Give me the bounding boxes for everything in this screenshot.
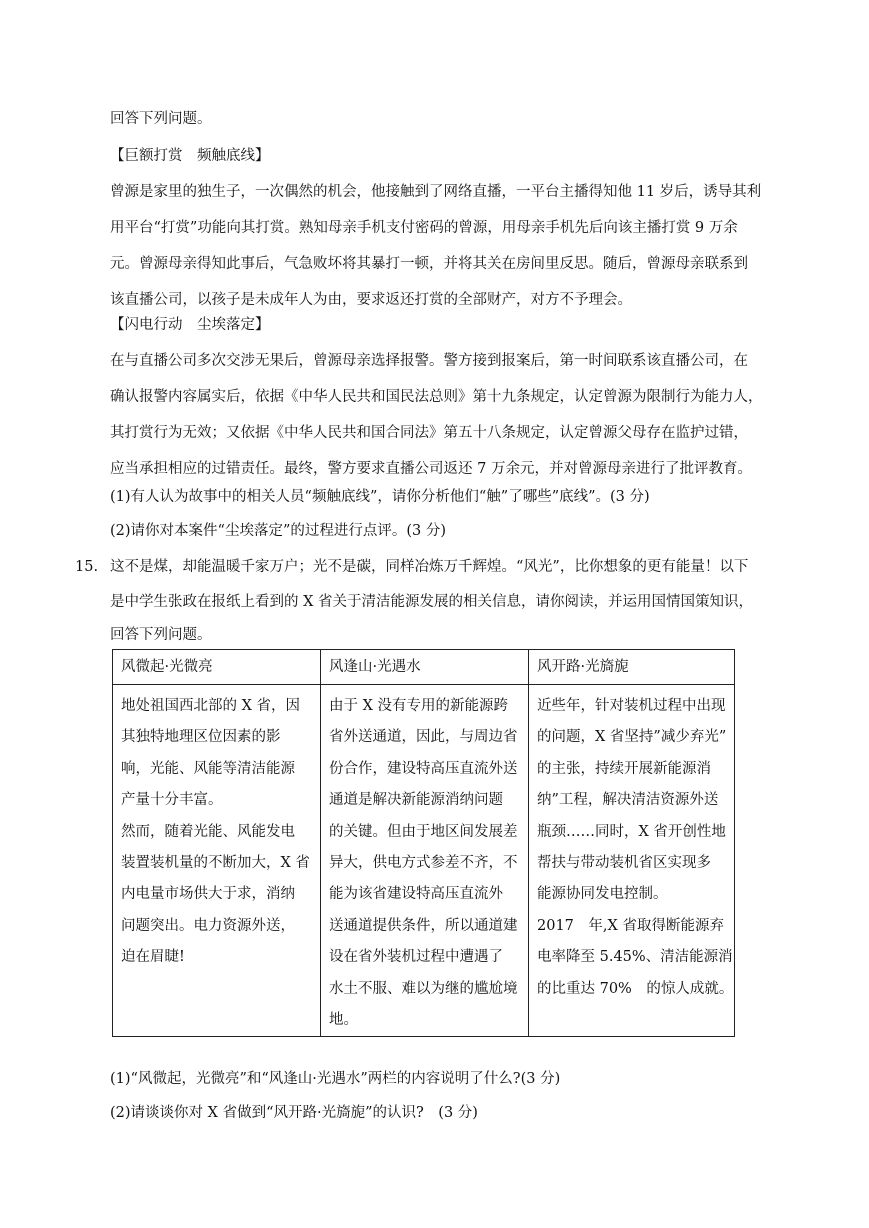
cell-line: 送通道提供条件，所以通道建 (329, 917, 518, 934)
cell-line: 由于 X 没有专用的新能源跨 (329, 698, 509, 714)
cell-line: 问题突出。电力资源外送， (121, 917, 295, 934)
paragraph-line: 该直播公司，以孩子是未成年人为由，要求返还打赏的全部财产，对方不予理会。 (110, 292, 632, 308)
cell-line: 通道是解决新能源消纳问题 (329, 792, 503, 809)
energy-info-table (112, 649, 735, 1037)
question-14-1: (1)有人认为故事中的相关人员“频触底线”，请你分析他们“触”了哪些”底线”。(3 分) (110, 489, 650, 505)
question-15-1: (1)“风微起，光微亮”和“风逢山·光遇水”两栏的内容说明了什么?(3 分) (110, 1071, 561, 1087)
paragraph-line: 应当承担相应的过错责任。最终，警方要求直播公司返还 7 万余元，并对曾源母亲进行了批评教育。 (110, 461, 752, 477)
cell-line: 帮扶与带动装机省区实现多 (537, 855, 711, 872)
cell-line: 然而，随着光能、风能发电 (121, 823, 295, 840)
question-15-2: (2)请谈谈你对 X 省做到“风开路·光旖旎”的认识? (3 分) (110, 1105, 478, 1121)
cell-line: 地。 (329, 1012, 358, 1029)
table-cell (321, 685, 529, 1037)
cell-line: 响，光能、风能等清洁能源 (121, 760, 295, 777)
cell-line: 份合作，建设特高压直流外送 (329, 760, 518, 777)
paragraph-line: 其打赏行为无效；又依据《中华人民共和国合同法》第五十八条规定，认定曾源父母存在监护过错， (110, 425, 748, 441)
cell-line: 电率降至 5.45%、清洁能源消 (537, 949, 733, 966)
cell-line: 的主张，持续开展新能源消 (537, 760, 711, 777)
table-row (113, 685, 735, 1037)
cell-line: 异大，供电方式参差不齐，不 (329, 855, 518, 872)
cell-line: 地处祖国西北部的 X 省，因 (121, 698, 301, 714)
paragraph-line: 用平台“打赏”功能向其打赏。熟知母亲手机支付密码的曾源，用母亲手机先后向该主播打赏 9 万余 (110, 220, 738, 236)
question-15-number: 15. (75, 559, 99, 575)
paragraph-line: 在与直播公司多次交涉无果后，曾源母亲选择报警。警方接到报案后，第一时间联系该直播公司，在 (110, 353, 748, 369)
cell-line: 瓶颈……同时，X 省开创性地 (537, 823, 726, 840)
cell-line: 迫在眉睫! (121, 949, 185, 966)
cell-line: 水土不服、难以为继的尴尬境 (329, 980, 518, 997)
cell-line: 的问题，X 省坚持”减少弃光” (537, 729, 727, 746)
paragraph-line: 是中学生张政在报纸上看到的 X 省关于清洁能源发展的相关信息，请你阅读，并运用国情国策知识， (110, 594, 754, 610)
table-header-cell: 风开路·光旖旎 (529, 650, 735, 685)
cell-line: 2017 年,X 省取得断能源弃 (537, 917, 724, 934)
cell-line: 省外送通道，因此，与周边省 (329, 729, 518, 746)
cell-line: 纳”工程，解决清洁资源外送 (537, 792, 719, 809)
question-14-2: (2)请你对本案件“尘埃落定”的过程进行点评。(3 分) (110, 523, 447, 539)
cell-line: 能为该省建设特高压直流外 (329, 886, 503, 903)
cell-line: 近些年，针对装机过程中出现 (537, 698, 726, 714)
cell-line: 的比重达 70% 的惊人成就。 (537, 980, 734, 997)
table-cell (529, 685, 735, 1037)
cell-line: 的关键。但由于地区间发展差 (329, 823, 518, 840)
cell-line: 能源协同发电控制。 (537, 886, 668, 903)
cell-line: 设在省外装机过程中遭遇了 (329, 949, 503, 966)
paragraph-line: 曾源是家里的独生子，一次偶然的机会，他接触到了网络直播，一平台主播得知他 11 岁后，诱导其利 (110, 184, 762, 200)
cell-line: 内电量市场供大于求，消纳 (121, 886, 295, 903)
paragraph-line: 这不是煤，却能温暖千家万户；光不是碳，同样冶炼万千辉煌。“风光”，比你想象的更有能量！以下 (110, 559, 749, 575)
paragraph-line: 元。曾源母亲得知此事后，气急败坏将其暴打一顿，并将其关在房间里反思。随后，曾源母亲联系到 (110, 256, 748, 272)
table-header-row (113, 650, 735, 685)
table-header-cell: 风逢山·光遇水 (321, 650, 529, 685)
paragraph-line: 确认报警内容属实后，依据《中华人民共和国民法总则》第十九条规定，认定曾源为限制行为能力人， (110, 389, 763, 405)
cell-line: 产量十分丰富。 (121, 792, 223, 809)
cell-line: 装置装机量的不断加大，X 省 (121, 855, 310, 872)
intro-text: 回答下列问题。 (110, 111, 212, 127)
section-heading-2: 【闪电行动 尘埃落定】 (110, 317, 270, 333)
paragraph-line: 回答下列问题。 (110, 627, 212, 643)
table-header-cell: 风微起·光微亮 (113, 650, 321, 685)
section-heading-1: 【巨额打赏 频触底线】 (110, 148, 270, 164)
cell-line: 其独特地理区位因素的影 (121, 729, 281, 746)
table-cell (113, 685, 321, 1037)
